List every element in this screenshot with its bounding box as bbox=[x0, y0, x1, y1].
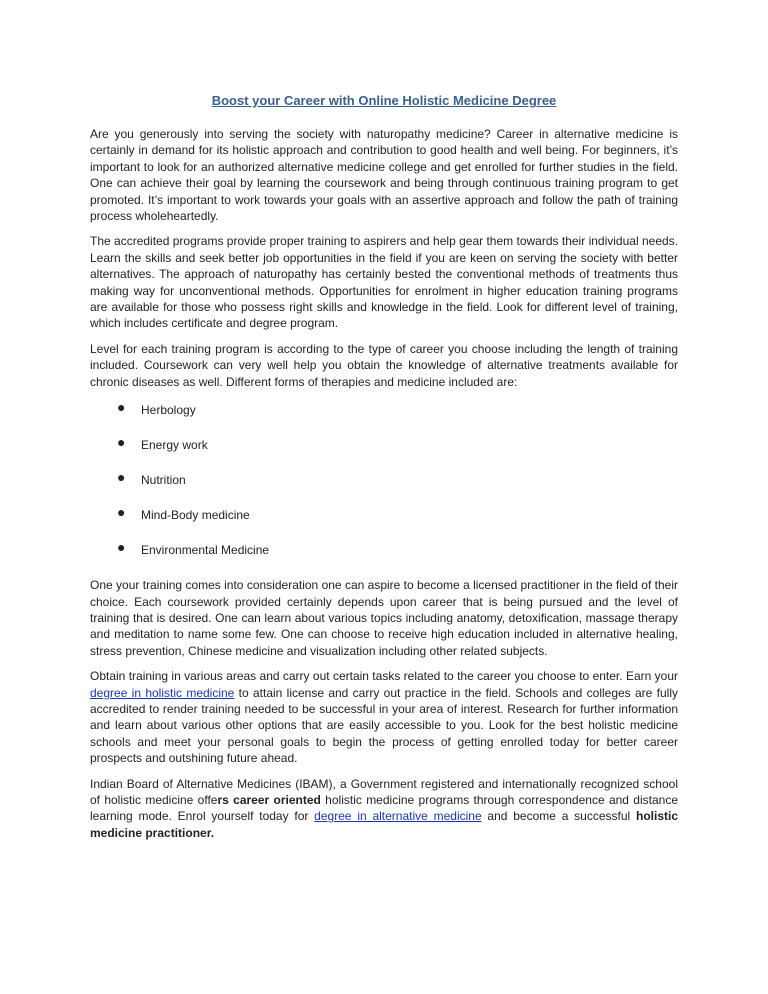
bullet-icon: ● bbox=[117, 539, 126, 556]
text-segment: Indian Board of Alternative Medicines (IBAM), a Government registered and internationally recognized school of holistic medicine offe bbox=[90, 776, 678, 807]
paragraph-intro: Are you generously into serving the society with naturopathy medicine? Career in alternative medicine is certainly in demand for its holistic approach and contribution to good health and well being. For beginners, it’s important to look for an authorized alternative medicine college and get enrolled for further studies in the field. One can achieve their goal by learning the coursework and being through continuous training program to get promoted. It’s important to work towards your goals with an assertive approach and follow the path of training process wholeheartedly. bbox=[90, 127, 678, 224]
list-item-label: Nutrition bbox=[141, 473, 186, 488]
paragraph-ibam bbox=[90, 776, 678, 842]
bold-text: holistic medicine practitioner. bbox=[90, 809, 678, 840]
list-item-label: Herbology bbox=[141, 403, 196, 418]
therapies-list bbox=[90, 399, 678, 577]
paragraph-licensed-practitioner: One your training comes into consideration one can aspire to become a licensed practitioner in the field of their choice. Each coursework provided certainly depends upon career that is being pursued and the level of training that is desired. One can learn about various topics including anatomy, detoxification, massage therapy and meditation to name some few. One can choose to receive high education included in alternative healing, stress prevention, Chinese medicine and visualization including other related subjects. bbox=[90, 578, 678, 658]
paragraph-obtain-training bbox=[90, 668, 678, 766]
list-item bbox=[90, 399, 678, 437]
list-item bbox=[90, 539, 678, 577]
text-segment: Obtain training in various areas and carry out certain tasks related to the career you choose to enter. Earn your bbox=[90, 669, 678, 684]
text-segment: and become a successful bbox=[481, 809, 636, 824]
list-item bbox=[90, 469, 678, 507]
list-item-label: Environmental Medicine bbox=[141, 543, 270, 558]
list-item-label: Energy work bbox=[141, 438, 208, 453]
degree-in-holistic-medicine-link[interactable]: degree in holistic medicine bbox=[90, 685, 235, 700]
bold-text: rs career oriented bbox=[217, 792, 321, 807]
text-segment: to attain license and carry out practice in the field. Schools and colleges are fully accredited to render training needed to be successful in your area of interest. Research for further information and learn about various other options that are easily accessible to you. Look for the best holistic medicine schools and meet your personal goals to begin the process of getting enrolled today for better career prospects and outshining future ahead. bbox=[90, 685, 678, 766]
page-title: Boost your Career with Online Holistic Medicine Degree bbox=[211, 93, 557, 108]
degree-in-alternative-medicine-link[interactable]: degree in alternative medicine bbox=[314, 809, 482, 824]
list-item bbox=[90, 434, 678, 472]
bullet-icon: ● bbox=[117, 434, 126, 451]
bullet-icon: ● bbox=[117, 504, 126, 521]
bullet-icon: ● bbox=[117, 469, 126, 486]
list-item bbox=[90, 504, 678, 542]
list-item-label: Mind-Body medicine bbox=[141, 508, 250, 523]
bullet-icon: ● bbox=[117, 399, 126, 416]
paragraph-training-levels: Level for each training program is according to the type of career you choose including the length of training included. Coursework can very well help you obtain the knowledge of alternative treatments available for chronic diseases as well. Different forms of therapies and medicine included are: bbox=[90, 341, 678, 389]
text-segment: holistic medicine programs through correspondence and distance learning mode. Enrol yourself today for bbox=[90, 792, 678, 824]
document-page bbox=[90, 92, 678, 850]
paragraph-accredited-programs: The accredited programs provide proper training to aspirers and help gear them towards their individual needs. Learn the skills and seek better job opportunities in the field if you are keen on serving the society with better alternatives. The approach of naturopathy has certainly bested the conventional methods of treatments thus making way for unconventional methods. Opportunities for enrolment in higher education training programs are available for those who possess right skills and knowledge in the field. Look for different level of training, which includes certificate and degree program. bbox=[90, 234, 678, 331]
